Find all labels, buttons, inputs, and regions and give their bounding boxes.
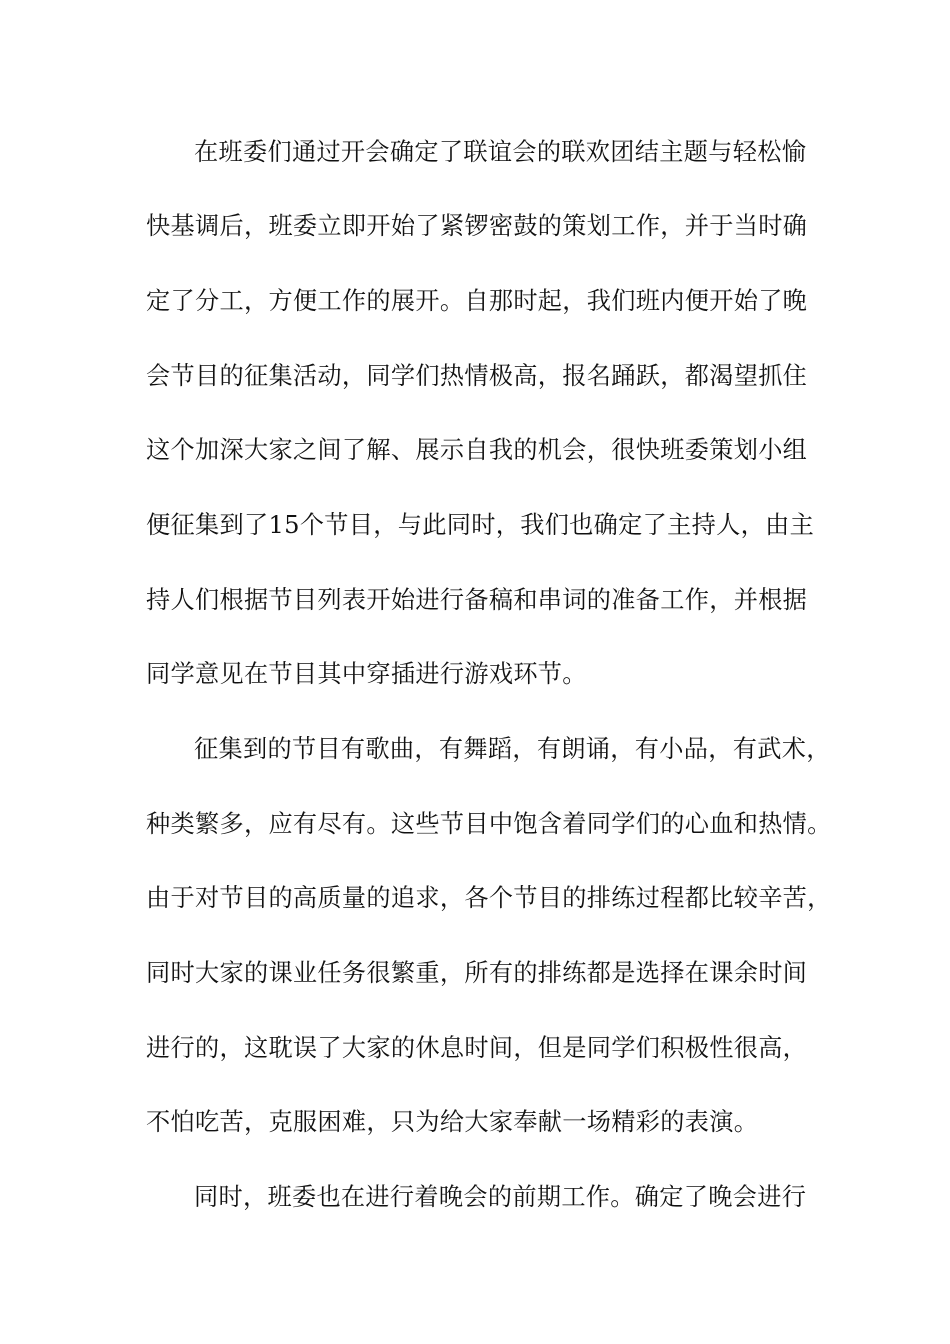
paragraph-1-line-4: 会节目的征集活动，同学们热情极高，报名踊跃，都渴望抓住 [146, 362, 808, 390]
paragraph-1-line-1: 在班委们通过开会确定了联谊会的联欢团结主题与轻松愉 [194, 138, 807, 166]
paragraph-3-line-1: 同时，班委也在进行着晚会的前期工作。确定了晚会进行 [194, 1183, 807, 1211]
paragraph-1-line-5: 这个加深大家之间了解、展示自我的机会，很快班委策划小组 [146, 436, 808, 464]
paragraph-1-line-3: 定了分工，方便工作的展开。自那时起，我们班内便开始了晚 [146, 287, 808, 315]
paragraph-2-line-6: 不怕吃苦，克服困难，只为给大家奉献一场精彩的表演。 [146, 1108, 759, 1136]
paragraph-2-line-3: 由于对节目的高质量的追求，各个节目的排练过程都比较辛苦， [146, 884, 832, 912]
paragraph-1-line-7: 持人们根据节目列表开始进行备稿和串词的准备工作，并根据 [146, 586, 808, 614]
paragraph-2-line-5: 进行的，这耽误了大家的休息时间，但是同学们积极性很高， [146, 1034, 808, 1062]
paragraph-2-line-4: 同时大家的课业任务很繁重，所有的排练都是选择在课余时间 [146, 959, 808, 987]
paragraph-1-line-6: 便征集到了15个节目，与此同时，我们也确定了主持人，由主 [146, 511, 815, 539]
paragraph-2-line-2: 种类繁多，应有尽有。这些节目中饱含着同学们的心血和热情。 [146, 810, 832, 838]
paragraph-1-line-2: 快基调后，班委立即开始了紧锣密鼓的策划工作，并于当时确 [146, 212, 808, 240]
paragraph-1-line-8: 同学意见在节目其中穿插进行游戏环节。 [146, 660, 587, 688]
paragraph-2-line-1: 征集到的节目有歌曲，有舞蹈，有朗诵，有小品，有武术， [194, 735, 831, 763]
